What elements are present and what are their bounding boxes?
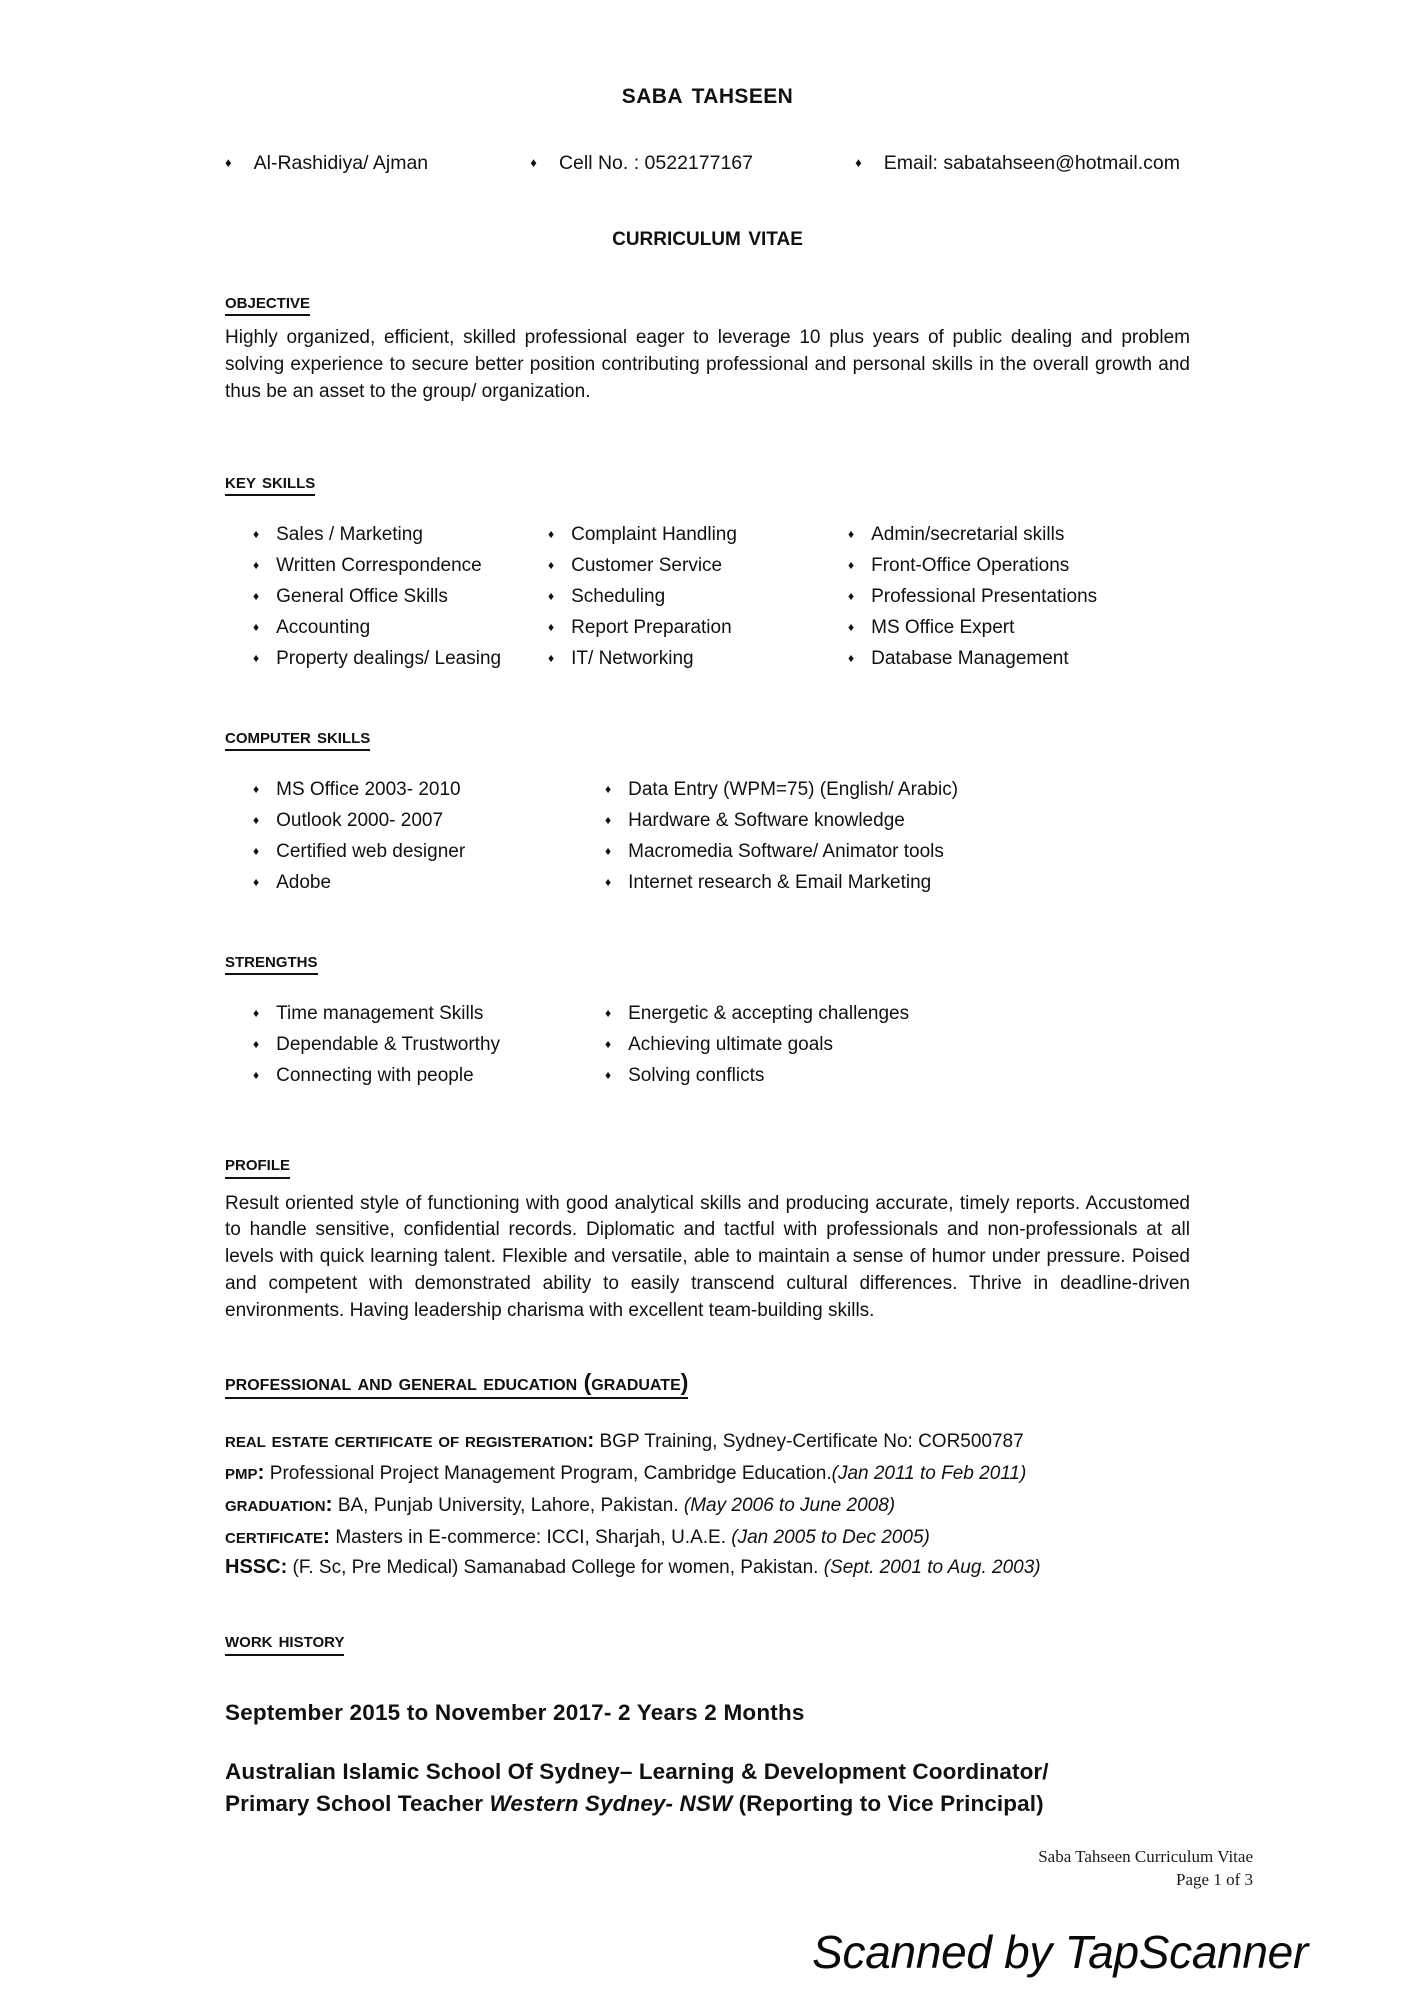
work-dates: September 2015 to November 2017- 2 Years 2 Months [225, 1699, 805, 1725]
strength-item [605, 1061, 1190, 1092]
computer-skill-item [605, 775, 1190, 806]
education-entry-value: BA, Punjab University, Lahore, Pakistan. [332, 1494, 684, 1516]
key-skill-item-label: Complaint Handling [571, 524, 737, 545]
key-skill-item [848, 551, 1190, 582]
key-skill-item [848, 613, 1190, 644]
diamond-bullet-icon: ♦ [848, 527, 855, 541]
contact-address-text: Al-Rashidiya/ Ajman [253, 151, 429, 174]
diamond-bullet-icon: ♦ [605, 875, 612, 890]
contact-phone [530, 152, 753, 175]
objective-body: Highly organized, efficient, skilled professional eager to leverage 10 plus years of public dealing and problem solving experience to secure better position contributing professional and personal skills in the overall growth and thus be an asset to the group/ organization. [225, 326, 1190, 402]
diamond-bullet-icon: ♦ [605, 844, 612, 859]
computer-skill-item-label: MS Office 2003- 2010 [276, 779, 461, 801]
diamond-bullet-icon: ♦ [605, 1006, 612, 1021]
key-skill-item-label: Professional Presentations [871, 585, 1098, 607]
computer-skill-item-label: Internet research & Email Marketing [628, 872, 932, 894]
key-skill-item [848, 582, 1190, 613]
key-skill-item-label: MS Office Expert [871, 616, 1015, 638]
contact-phone-text: Cell No. : 0522177167 [558, 151, 753, 174]
work-role [225, 1756, 1190, 1820]
computer-skill-item-label: Macromedia Software/ Animator tools [628, 841, 944, 863]
section-objective [225, 288, 1190, 316]
work-role-location: Western Sydney- NSW [489, 1790, 733, 1816]
education-entry-value: (F. Sc, Pre Medical) Samanabad College for women, Pakistan. [287, 1557, 824, 1579]
footer-page-number: Page 1 of 3 [1176, 1870, 1253, 1890]
section-heading-objective: objective [225, 288, 310, 316]
contact-address [225, 152, 428, 175]
education-entry [225, 1425, 1190, 1457]
key-skill-item-label: Property dealings/ Leasing [276, 647, 502, 669]
section-heading-computer-skills: computer skills [225, 723, 370, 751]
strengths-grid [225, 999, 1190, 1092]
section-heading-strengths: strengths [225, 947, 318, 975]
computer-skill-item [605, 837, 1190, 868]
diamond-bullet-icon: ♦ [605, 813, 612, 828]
key-skill-item [548, 613, 848, 644]
strength-item-label: Time management Skills [276, 1003, 484, 1025]
diamond-bullet-icon: ♦ [548, 650, 555, 665]
diamond-bullet-icon: ♦ [253, 1037, 260, 1052]
diamond-bullet-icon: ♦ [605, 1068, 612, 1083]
strength-item [605, 999, 1190, 1030]
work-role-reporting: (Reporting to Vice Principal) [732, 1790, 1044, 1816]
scanner-watermark: Scanned by TapScanner [812, 1926, 1308, 1978]
computer-skill-item [253, 837, 605, 868]
key-skill-item-label: Written Correspondence [276, 554, 482, 576]
key-skill-item [548, 551, 848, 582]
key-skill-item-label: General Office Skills [276, 585, 448, 607]
education-entry-value: BGP Training, Sydney-Certificate No: COR500787 [594, 1430, 1024, 1452]
key-skill-item-label: Front-Office Operations [871, 554, 1070, 576]
key-skills-grid [225, 520, 1190, 675]
page-footer [1038, 1845, 1253, 1892]
diamond-bullet-icon: ♦ [253, 650, 260, 665]
footer-title: Saba Tahseen Curriculum Vitae [1038, 1847, 1253, 1866]
section-education [225, 1369, 1190, 1398]
education-entry-value: Masters in E-commerce: ICCI, Sharjah, U.A.E. [330, 1526, 732, 1548]
document-title: curriculum vitae [612, 220, 803, 251]
key-skill-item-label: Admin/secretarial skills [871, 524, 1065, 545]
diamond-bullet-icon: ♦ [605, 782, 612, 797]
section-heading-profile: profile [225, 1150, 290, 1178]
key-skill-item [253, 582, 548, 613]
diamond-bullet-icon: ♦ [253, 813, 260, 828]
education-entry-dates: (Sept. 2001 to Aug. 2003) [823, 1557, 1041, 1579]
diamond-bullet-icon: ♦ [253, 844, 260, 859]
key-skill-item [253, 551, 548, 582]
diamond-bullet-icon: ♦ [855, 154, 862, 170]
diamond-bullet-icon: ♦ [848, 588, 855, 603]
education-entry [225, 1552, 1190, 1583]
strength-item-label: Achieving ultimate goals [628, 1034, 834, 1056]
strength-item-label: Dependable & Trustworthy [276, 1034, 501, 1056]
resume-content [225, 78, 1190, 1819]
key-skill-item-label: IT/ Networking [571, 647, 694, 669]
key-skill-item-label: Accounting [276, 616, 371, 638]
strength-item [605, 1030, 1190, 1061]
education-entry-dates: (Jan 2005 to Dec 2005) [731, 1526, 930, 1548]
section-heading-work-history: work history [225, 1627, 344, 1655]
section-heading-key-skills: key skills [225, 468, 315, 496]
strength-item [253, 1030, 605, 1061]
education-entry [225, 1457, 1190, 1489]
diamond-bullet-icon: ♦ [225, 154, 232, 170]
computer-skill-item-label: Data Entry (WPM=75) (English/ Arabic) [628, 779, 959, 801]
key-skill-item [848, 520, 1190, 551]
section-key-skills [225, 468, 1190, 496]
work-role-title: Primary School Teacher [225, 1790, 490, 1816]
computer-skill-item [253, 806, 605, 837]
diamond-bullet-icon: ♦ [253, 875, 260, 890]
contact-email [855, 152, 1180, 175]
computer-skills-grid [225, 775, 1190, 899]
key-skill-item-label: Report Preparation [571, 616, 732, 638]
diamond-bullet-icon: ♦ [548, 527, 555, 541]
strength-item [253, 1061, 605, 1092]
education-entry [225, 1521, 1190, 1553]
diamond-bullet-icon: ♦ [253, 1068, 260, 1083]
diamond-bullet-icon: ♦ [848, 619, 855, 634]
contact-row [225, 152, 1190, 175]
diamond-bullet-icon: ♦ [548, 588, 555, 603]
computer-skill-item [605, 868, 1190, 899]
key-skill-item-label: Customer Service [571, 554, 723, 576]
computer-skill-item [605, 806, 1190, 837]
diamond-bullet-icon: ♦ [605, 1037, 612, 1052]
key-skill-item-label: Scheduling [571, 585, 666, 607]
education-entries [225, 1425, 1190, 1584]
diamond-bullet-icon: ♦ [253, 588, 260, 603]
education-entry-label: real estate certificate of registeration: [225, 1428, 595, 1452]
key-skill-item [548, 582, 848, 613]
section-strengths [225, 947, 1190, 975]
key-skill-item [548, 644, 848, 675]
contact-email-text: Email: sabatahseen@hotmail.com [883, 151, 1180, 174]
key-skill-item [253, 644, 548, 675]
key-skill-item [548, 520, 848, 551]
diamond-bullet-icon: ♦ [548, 557, 555, 572]
candidate-name: saba tahseen [621, 77, 794, 110]
education-entry-label: graduation: [225, 1492, 333, 1516]
education-entry-label: HSSC: [225, 1556, 288, 1579]
strength-item [253, 999, 605, 1030]
diamond-bullet-icon: ♦ [848, 557, 855, 572]
strength-item-label: Connecting with people [276, 1065, 474, 1087]
diamond-bullet-icon: ♦ [253, 782, 260, 797]
section-work-history [225, 1627, 1190, 1655]
key-skill-item [253, 520, 548, 551]
key-skill-item-label: Database Management [871, 647, 1069, 669]
education-entry-label: pmp: [225, 1460, 265, 1484]
strength-item-label: Solving conflicts [628, 1065, 765, 1087]
diamond-bullet-icon: ♦ [530, 154, 537, 170]
strength-item-label: Energetic & accepting challenges [628, 1003, 910, 1025]
section-computer-skills [225, 723, 1190, 751]
section-profile [225, 1150, 1190, 1178]
section-heading-education: professional and general education (graduate) [225, 1369, 688, 1398]
computer-skill-item-label: Hardware & Software knowledge [628, 810, 905, 832]
education-entry-dates: (Jan 2011 to Feb 2011) [831, 1462, 1027, 1484]
computer-skill-item [253, 775, 605, 806]
diamond-bullet-icon: ♦ [548, 619, 555, 634]
computer-skill-item [253, 868, 605, 899]
profile-body: Result oriented style of functioning with good analytical skills and producing accurate, timely reports. Accustomed to handle sensitive, confidential records. Diplomatic and tactful with professionals and non-professionals at all levels with quick learning talent. Flexible and versatile, able to maintain a sense of humor under pressure. Poised and competent with demonstrated ability to easily transcend cultural differences. Thrive in deadline-driven environments. Having leadership charisma with excellent team-building skills. [225, 1192, 1190, 1322]
diamond-bullet-icon: ♦ [253, 619, 260, 634]
key-skill-item [848, 644, 1190, 675]
key-skill-item-label: Sales / Marketing [276, 524, 423, 545]
computer-skill-item-label: Adobe [276, 872, 332, 894]
key-skill-item [253, 613, 548, 644]
diamond-bullet-icon: ♦ [253, 1006, 260, 1021]
computer-skill-item-label: Certified web designer [276, 841, 466, 863]
computer-skill-item-label: Outlook 2000- 2007 [276, 810, 444, 832]
diamond-bullet-icon: ♦ [848, 650, 855, 665]
education-entry-label: certificate: [225, 1524, 331, 1548]
education-entry [225, 1489, 1190, 1521]
diamond-bullet-icon: ♦ [253, 557, 260, 572]
education-entry-dates: (May 2006 to June 2008) [683, 1494, 896, 1516]
work-role-line1: Australian Islamic School Of Sydney– Learning & Development Coordinator/ [225, 1758, 1049, 1784]
education-entry-value: Professional Project Management Program, Cambridge Education. [264, 1462, 832, 1484]
diamond-bullet-icon: ♦ [253, 527, 260, 541]
